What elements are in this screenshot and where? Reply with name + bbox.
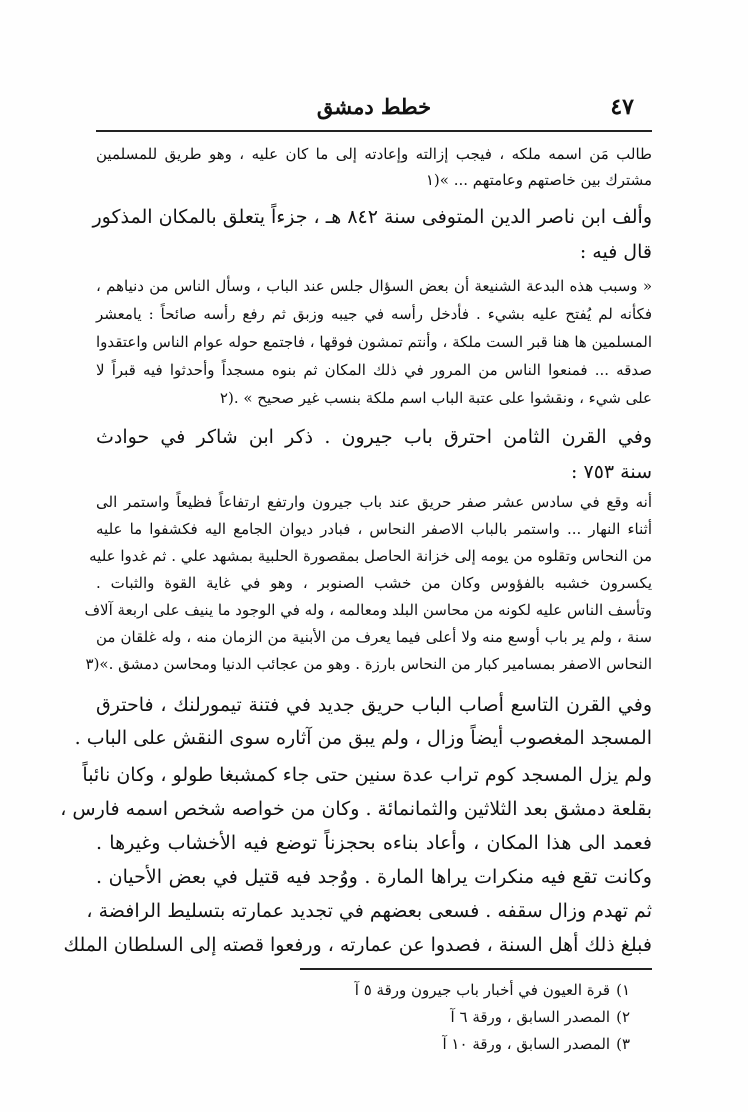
text-line-13: ثم تهدم وزال سقفه . فسعى بعضهم في تجديد عمارته بتسليط الرافضة ، (86, 900, 652, 922)
quote-line-3: المسلمين ها هنا قبر الست ملكة ، وأنتم تمشون فوقها ، فاجتمع حوله عوام الناس واعتقدوا (96, 333, 652, 351)
quote-line-4: صدقه ... فمنعوا الناس من المرور في ذلك المكان ثم بنوه مسجداً وأحدثوا فيه قبراً لا (96, 361, 652, 379)
quote-line-5: على شيء ، ونقشوا على عتبة الباب اسم ملكة بنسب غير صحيح » .(٢ (219, 389, 652, 407)
footnote-text: قرة العيون في أخبار باب جيرون ورقة ٥ آ (354, 981, 611, 999)
text-line-2: مشترك بين خاصتهم وعامتهم ... »(١ (425, 171, 652, 189)
footnote-number: ٣) (616, 1035, 630, 1053)
quote2-line-6: سنة ، ولم ير باب أوسع منه ولا أعلى فيما يعرف من الأبنية من الزمان منه ، وله غلقان من (96, 628, 652, 646)
text-line-14: فبلغ ذلك أهل السنة ، فصدوا عن عمارته ، ورفعوا قصته إلى السلطان الملك (63, 934, 652, 956)
quote-line-2: فكأنه لم يُفتح عليه بشيء . فأدخل رأسه في جيبه وزبق ثم رفع رأسه صائحاً : يامعشر (96, 305, 652, 323)
page-number: ٤٧ (610, 94, 634, 120)
footnote-text: المصدر السابق ، ورقة ٦ آ (450, 1008, 611, 1026)
quote2-line-3: من النحاس وتقلوه من يومه إلى خزانة الحاصل بمقصورة الحلبية بمشهد علي . ثم غدوا عليه (89, 547, 652, 565)
footnote-2 (451, 1005, 630, 1029)
text-line-10: بقلعة دمشق بعد الثلاثين والثمانمائة . وكان من خواصه شخص اسمه فارس ، (60, 798, 652, 820)
footnote-number: ٢) (616, 1008, 630, 1026)
footnote-3 (442, 1032, 630, 1056)
text-line-9: ولم يزل المسجد كوم تراب عدة سنين حتى جاء كمشبغا طولو ، وكان نائباً (82, 764, 652, 786)
running-title: خطط دمشق (316, 94, 432, 119)
text-line-6: سنة ٧٥٣ : (571, 461, 652, 483)
quote2-line-5: وتأسف الناس عليه لكونه من محاسن البلد ومعالمه ، وله في الوجود ما ينيف على اربعة آلاف (84, 601, 652, 619)
quote2-line-2: أثناء النهار ... واستمر بالباب الاصفر النحاس ، فبادر ديوان الجامع اليه فكشفوا ما عليه (96, 520, 652, 538)
text-line-3: وألف ابن ناصر الدين المتوفى سنة ٨٤٢ هـ ، جزءاً يتعلق بالمكان المذكور (92, 206, 652, 228)
text-line-11: فعمد الى هذا المكان ، وأعاد بناءه بحجزناً توضع فيه الأخشاب وغيرها . (96, 832, 652, 854)
text-line-5: وفي القرن الثامن احترق باب جيرون . ذكر ابن شاكر في حوادث (96, 426, 652, 448)
quote-line-1: « وسبب هذه البدعة الشنيعة أن بعض السؤال جلس عند الباب ، وسأل الناس من دنياهم ، (96, 277, 652, 295)
quote2-line-7: النحاس الاصفر بمسامير كبار من النحاس بارزة . وهو من عجائب الدنيا ومحاسن دمشق .»(٣ (85, 655, 652, 673)
text-line-8: المسجد المغصوب أيضاً وزال ، ولم يبق من آثاره سوى النقش على الباب . (74, 727, 652, 749)
text-line-7: وفي القرن التاسع أصاب الباب حريق جديد في فتنة تيمورلنك ، فاحترق (96, 694, 652, 716)
footnote-text: المصدر السابق ، ورقة ١٠ آ (442, 1035, 611, 1053)
text-line-12: وكانت تقع فيه منكرات يراها المارة . ووُجد فيه قتيل في بعض الأحيان . (96, 866, 652, 888)
text-line-4: قال فيه : (579, 241, 652, 263)
footnote-rule (300, 968, 652, 970)
quote2-line-1: أنه وقع في سادس عشر صفر حريق عند باب جيرون وارتفع ارتفاعاً فظيعاً واستمر الى (96, 493, 652, 511)
footnote-number: ١) (616, 981, 630, 999)
text-line-1: طالب مَن اسمه ملكه ، فيجب إزالته وإعادته إلى ما كان عليه ، وهو طريق للمسلمين (96, 145, 652, 163)
quote2-line-4: يكسرون خشبه بالفؤوس وكان من خشب الصنوبر ، وهو في غاية القوة والثبات . (96, 574, 652, 592)
footnote-1 (355, 978, 630, 1002)
page-header (96, 92, 652, 122)
header-rule (96, 130, 652, 132)
